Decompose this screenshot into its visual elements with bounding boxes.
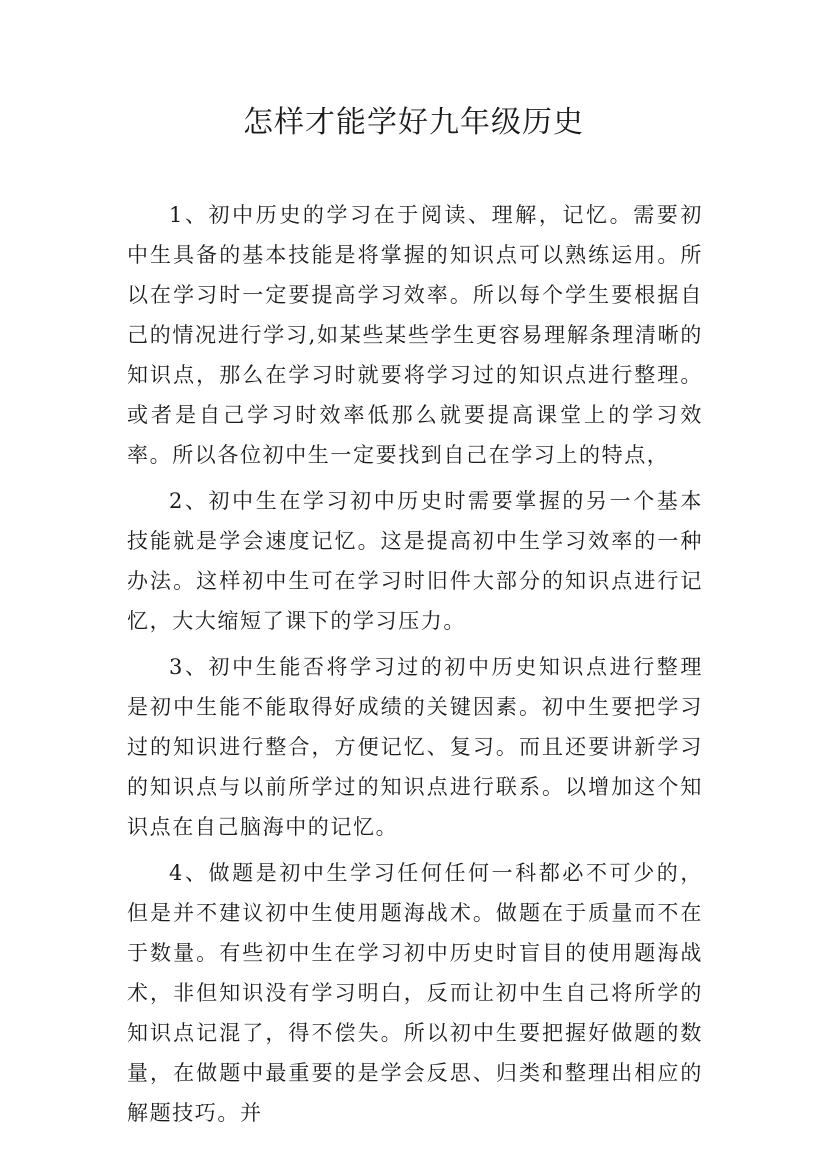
document-title: 怎样才能学好九年级历史 bbox=[243, 105, 584, 140]
paragraph-1: 1、初中历史的学习在于阅读、理解，记忆。需要初中生具备的基本技能是将掌握的知识点可以熟练运用。所以在学习时一定要提高学习效率。所以每个学生要根据自己的情况进行学习,如某些某些学生更容易理解条理清晰的知识点，那么在学习时就要将学习过的知识点进行整理。或者是自己学习时效率低那么就要提高课堂上的学习效率。所以各位初中生一定要找到自己在学习上的特点， bbox=[127, 203, 703, 467]
document-body bbox=[127, 195, 703, 1139]
paragraph-3: 3、初中生能否将学习过的初中历史知识点进行整理是初中生能不能取得好成绩的关键因素。初中生要把学习过的知识进行整合，方便记忆、复习。而且还要讲新学习的知识点与以前所学过的知识点进行联系。以增加这个知识点在自己脑海中的记忆。 bbox=[127, 655, 703, 839]
paragraph-2: 2、初中生在学习初中历史时需要掌握的另一个基本技能就是学会速度记忆。这是提高初中生学习效率的一种办法。这样初中生可在学习时旧件大部分的知识点进行记忆，大大缩短了课下的学习压力。 bbox=[127, 489, 703, 633]
paragraph-4: 4、做题是初中生学习任何任何一科都必不可少的，但是并不建议初中生使用题海战术。做题在于质量而不在于数量。有些初中生在学习初中历史时盲目的使用题海战术，非但知识没有学习明白，反而让初中生自己将所学的知识点记混了，得不偿失。所以初中生要把握好做题的数量，在做题中最重要的是学会反思、归类和整理出相应的解题技巧。并 bbox=[127, 861, 703, 1125]
